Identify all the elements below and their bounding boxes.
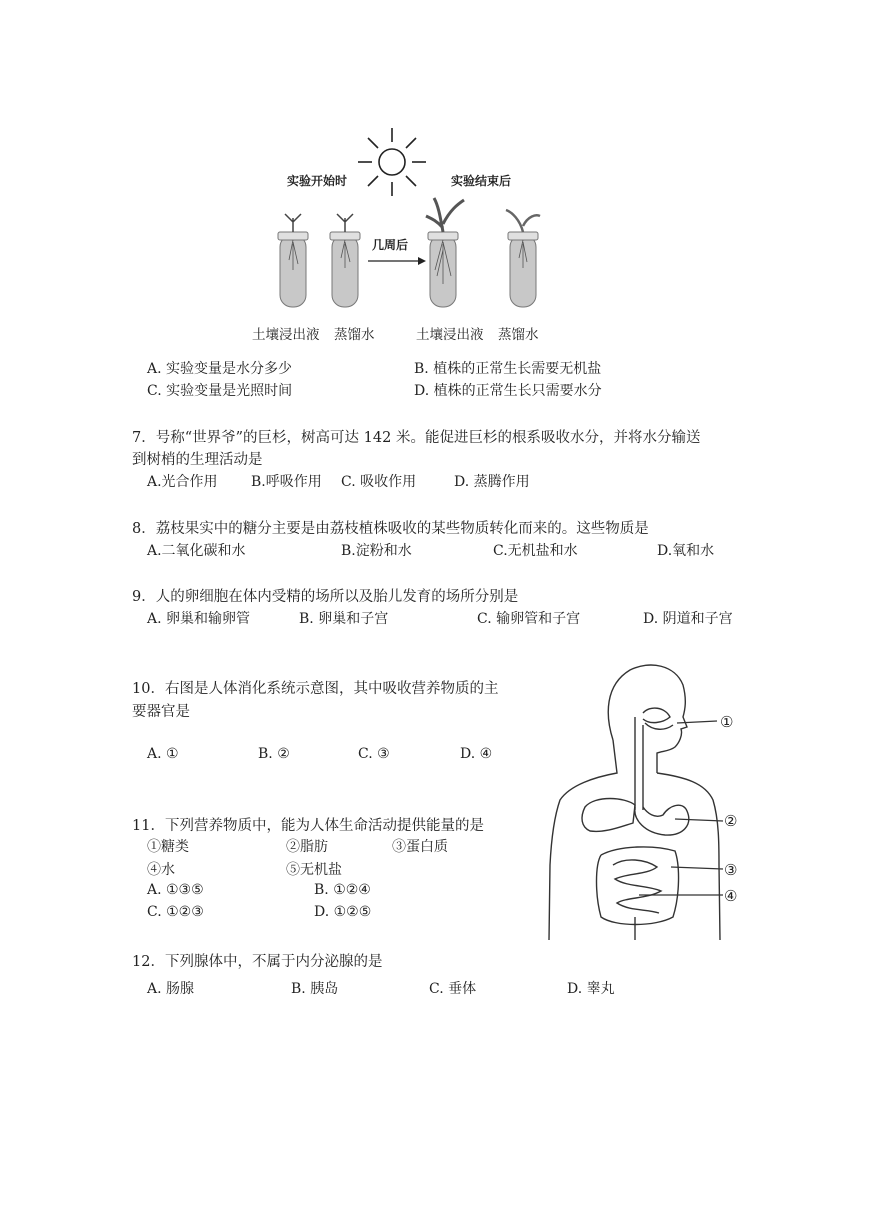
q10-option-d: D. ④ xyxy=(460,746,493,762)
q10-option-b: B. ② xyxy=(258,746,290,762)
q6-option-a: A. 实验变量是水分多少 xyxy=(147,361,293,377)
q10-option-c: C. ③ xyxy=(358,746,390,762)
q7-option-b: B.呼吸作用 xyxy=(251,474,322,490)
digestive-marker-2: ② xyxy=(724,812,738,830)
q11-item: ②脂肪 xyxy=(286,839,328,855)
label-start: 实验开始时 xyxy=(287,174,348,188)
tube-label: 蒸馏水 xyxy=(498,327,539,343)
q9-option-d: D. 阴道和子宫 xyxy=(643,611,733,627)
q8-option-d: D.氧和水 xyxy=(657,543,715,559)
q7-option-c: C. 吸收作用 xyxy=(341,474,417,490)
q8-option-b: B.淀粉和水 xyxy=(341,543,412,559)
q11-option-c: C. ①②③ xyxy=(147,904,204,920)
q12-option-a: A. 肠腺 xyxy=(147,981,195,997)
q12-stem: 12．下列腺体中，不属于内分泌腺的是 xyxy=(132,954,383,970)
q11-item: ③蛋白质 xyxy=(392,839,448,855)
tube-label: 蒸馏水 xyxy=(334,327,375,343)
experiment-figure xyxy=(250,120,570,320)
q10-stem-line1: 10．右图是人体消化系统示意图，其中吸收营养物质的主 xyxy=(132,681,499,697)
q8-stem: 8．荔枝果实中的糖分主要是由荔枝植株吸收的某些物质转化而来的。这些物质是 xyxy=(132,521,649,537)
q7-option-d: D. 蒸腾作用 xyxy=(454,474,530,490)
tube-label: 土壤浸出液 xyxy=(416,327,484,343)
q6-option-b: B. 植株的正常生长需要无机盐 xyxy=(414,361,602,377)
q11-item: ④水 xyxy=(147,862,175,878)
q11-stem: 11．下列营养物质中，能为人体生命活动提供能量的是 xyxy=(132,818,484,834)
q10-option-a: A. ① xyxy=(147,746,179,762)
arrow-label: 几周后 xyxy=(372,238,409,252)
digestive-marker-3: ③ xyxy=(724,861,738,879)
label-end: 实验结束后 xyxy=(451,174,512,188)
digestive-marker-1: ① xyxy=(720,713,734,731)
q7-stem-line1: 7．号称“世界爷”的巨杉，树高可达 142 米。能促进巨杉的根系吸收水分，并将水分输送 xyxy=(132,430,701,446)
tube-label: 土壤浸出液 xyxy=(252,327,320,343)
q11-item: ①糖类 xyxy=(147,839,189,855)
q9-stem: 9．人的卵细胞在体内受精的场所以及胎儿发育的场所分别是 xyxy=(132,589,519,605)
test-tubes xyxy=(278,198,540,307)
q12-option-c: C. 垂体 xyxy=(429,981,477,997)
sun-icon xyxy=(358,128,426,196)
digestive-marker-4: ④ xyxy=(724,887,738,905)
q9-option-b: B. 卵巢和子宫 xyxy=(299,611,389,627)
q9-option-c: C. 输卵管和子宫 xyxy=(477,611,581,627)
q6-option-c: C. 实验变量是光照时间 xyxy=(147,383,293,399)
q8-option-c: C.无机盐和水 xyxy=(493,543,578,559)
q12-option-d: D. 睾丸 xyxy=(567,981,615,997)
q11-option-a: A. ①③⑤ xyxy=(147,882,204,898)
q11-option-d: D. ①②⑤ xyxy=(314,904,372,920)
q7-option-a: A.光合作用 xyxy=(147,474,218,490)
q12-option-b: B. 胰岛 xyxy=(291,981,339,997)
digestive-system-figure xyxy=(535,655,765,950)
q8-option-a: A.二氧化碳和水 xyxy=(147,543,246,559)
q9-option-a: A. 卵巢和输卵管 xyxy=(147,611,251,627)
q7-stem-line2: 到树梢的生理活动是 xyxy=(132,452,263,468)
q6-option-d: D. 植株的正常生长只需要水分 xyxy=(414,383,602,399)
q10-stem-line2: 要器官是 xyxy=(132,704,190,720)
q11-option-b: B. ①②④ xyxy=(314,882,371,898)
q11-item: ⑤无机盐 xyxy=(286,862,342,878)
arrow-right-icon xyxy=(368,257,426,265)
